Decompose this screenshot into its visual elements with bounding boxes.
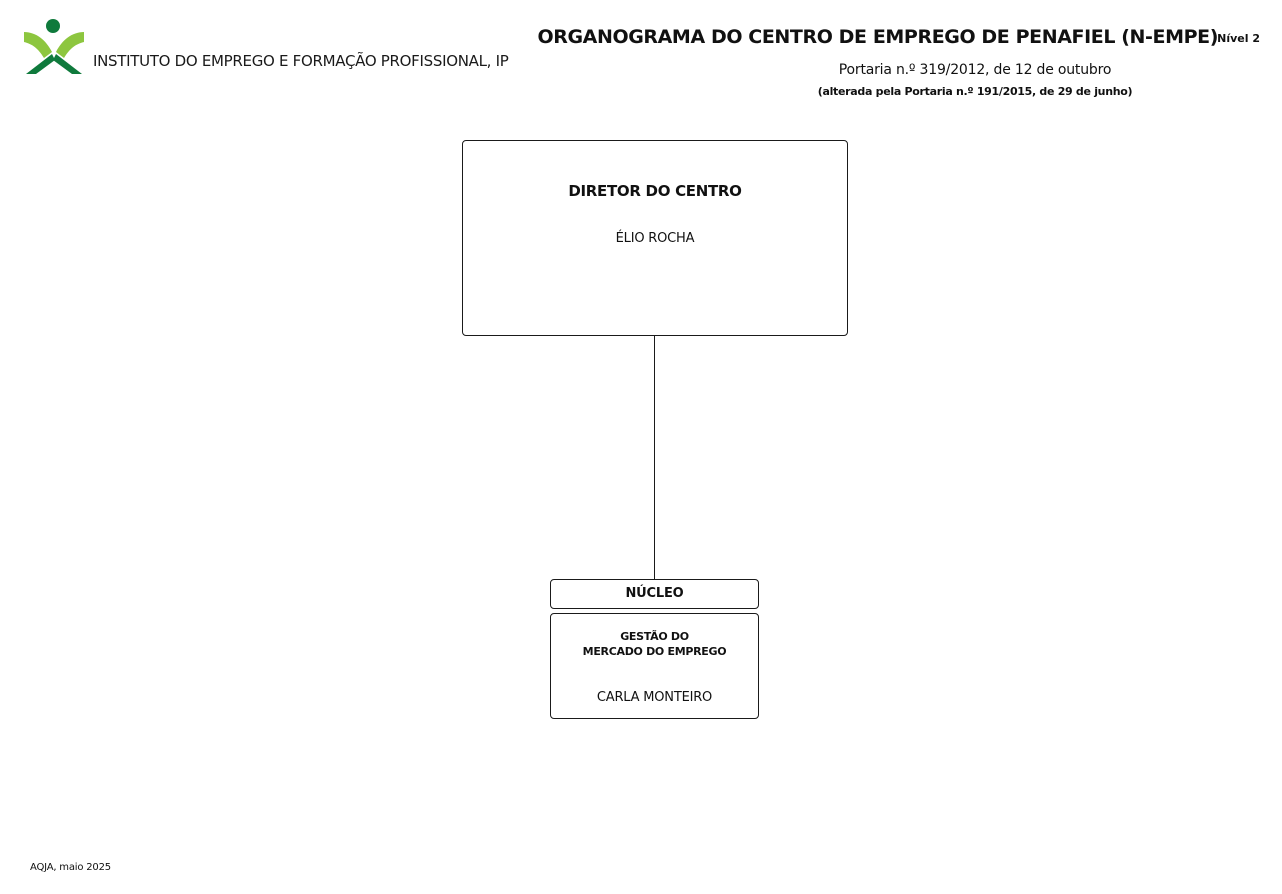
director-name: ÉLIO ROCHA — [615, 231, 695, 246]
level-label: Nível 2 — [1217, 32, 1260, 45]
nucleo-header-box — [550, 579, 759, 609]
legal-amendment: (alterada pela Portaria n.º 191/2015, de 29 de junho) — [817, 85, 1133, 98]
unit-head-name: CARLA MONTEIRO — [596, 690, 713, 705]
page-title: ORGANOGRAMA DO CENTRO DE EMPREGO DE PENAFIEL (N-EMPE) — [537, 26, 1218, 48]
iefp-logo-icon — [22, 18, 88, 76]
organization-name: INSTITUTO DO EMPREGO E FORMAÇÃO PROFISSIONAL, IP — [93, 52, 509, 70]
unit-name-line-2: MERCADO DO EMPREGO — [582, 645, 727, 658]
footer-note: AQJA, maio 2025 — [30, 862, 111, 873]
legal-reference: Portaria n.º 319/2012, de 12 de outubro — [838, 62, 1112, 78]
unit-box — [550, 613, 759, 719]
connector-line — [654, 336, 655, 579]
unit-name — [551, 629, 758, 659]
director-title: DIRETOR DO CENTRO — [568, 182, 742, 200]
nucleo-label: NÚCLEO — [625, 586, 684, 601]
director-box — [462, 140, 848, 336]
unit-name-line-1: GESTÃO DO — [620, 630, 689, 643]
